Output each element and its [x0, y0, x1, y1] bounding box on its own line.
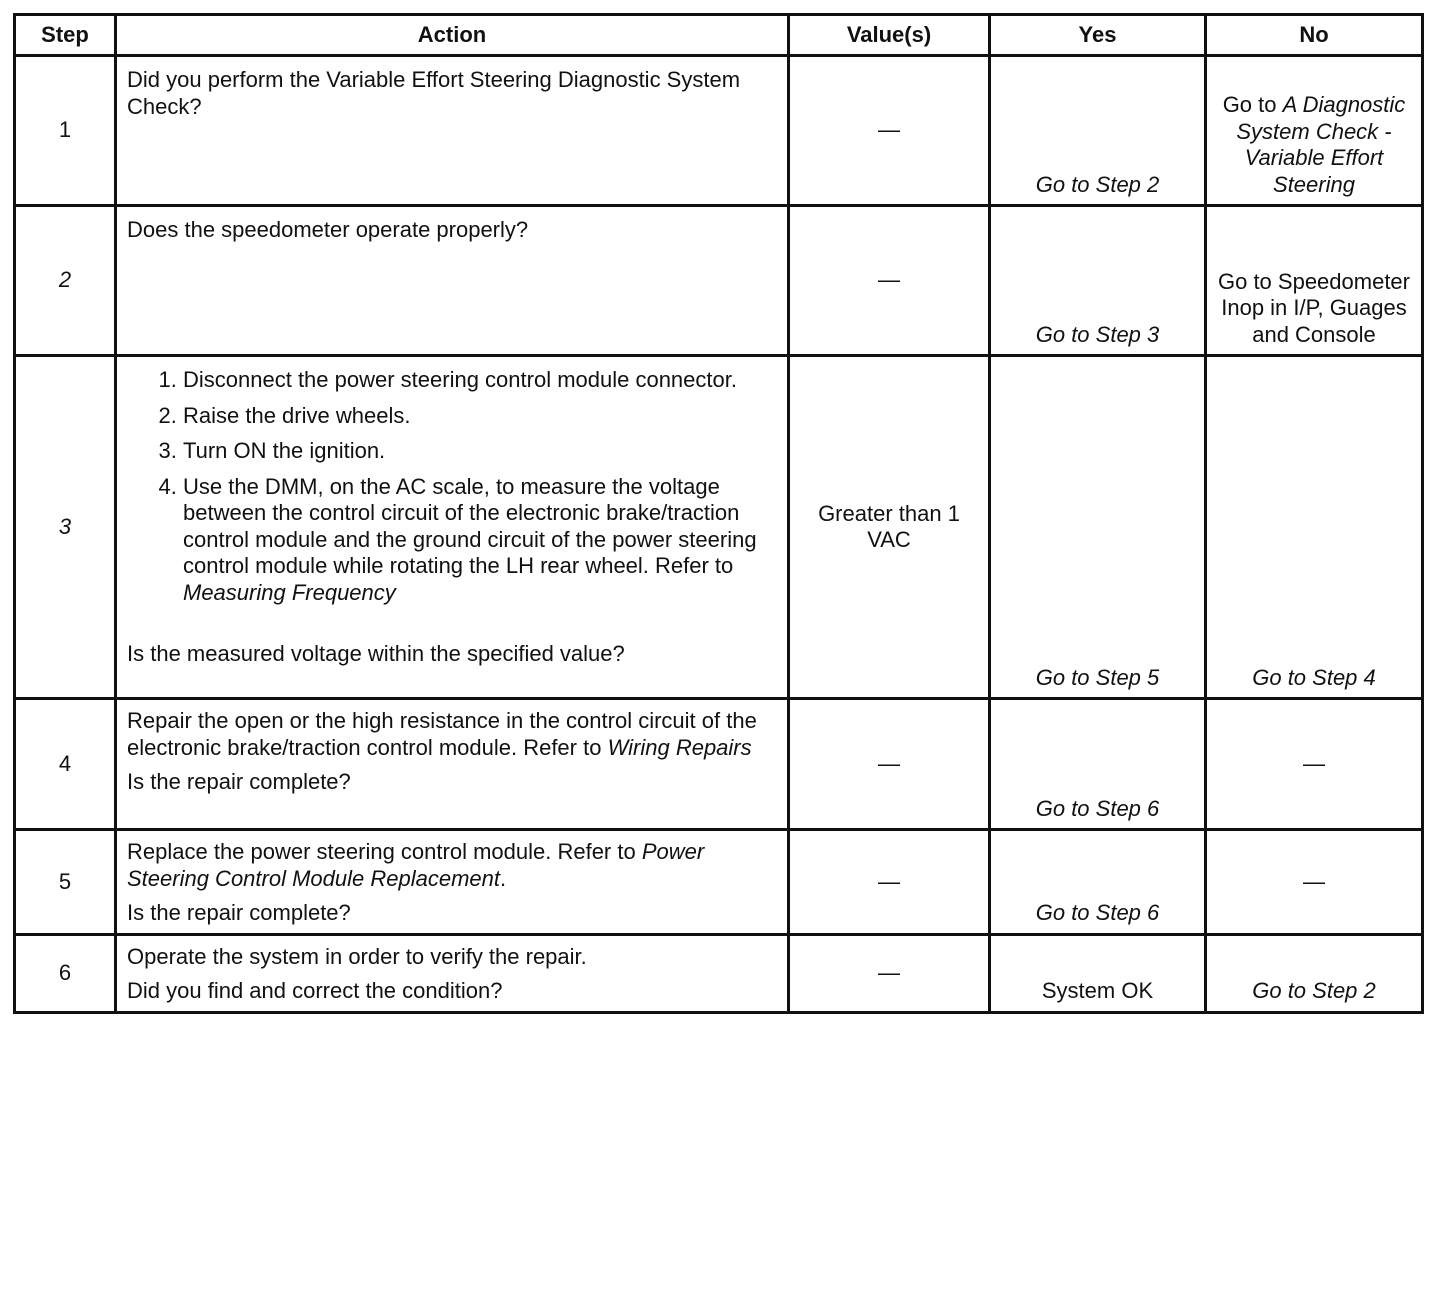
no-link[interactable]: Go to Speedometer Inop in I/P, Guages and Console	[1206, 206, 1423, 356]
wiring-repairs-link[interactable]: Wiring Repairs	[607, 734, 752, 760]
no-link[interactable]: A Diagnostic System Check - Variable Effort Steering	[1236, 92, 1406, 197]
table-row-step-4	[15, 699, 1423, 830]
step-number: 6	[15, 934, 116, 1012]
question-text: Is the repair complete?	[127, 769, 351, 794]
yes-link[interactable]: Go to Step 6	[990, 699, 1206, 830]
step-number: 5	[15, 830, 116, 935]
action-cell	[116, 934, 789, 1012]
value-text: Greater than 1 VAC	[789, 356, 990, 699]
measuring-frequency-link[interactable]: Measuring Frequency	[183, 579, 396, 605]
action-text: Operate the system in order to verify the repair.	[127, 943, 587, 969]
action-cell	[116, 356, 789, 699]
action-end: .	[499, 865, 507, 891]
no-dash: —	[1206, 830, 1423, 935]
yes-result: System OK	[990, 934, 1206, 1012]
substep-4-text: Use the DMM, on the AC scale, to measure the voltage between the control circuit of the electronic brake/traction control module and the ground circuit of the power steering control module while rotating the LH rear wheel. Refer to	[183, 473, 757, 578]
header-action: Action	[116, 15, 789, 56]
action-text: Does the speedometer operate properly?	[116, 206, 789, 356]
no-dash: —	[1206, 699, 1423, 830]
no-cell[interactable]	[1206, 56, 1423, 206]
substep-3: 3. Turn ON the ignition.	[183, 438, 777, 465]
action-main: Repair the open or the high resistance in the control circuit of the electronic brake/traction control module. Refer to	[127, 708, 757, 760]
header-values: Value(s)	[789, 15, 990, 56]
question-text: Did you find and correct the condition?	[127, 978, 503, 1003]
step-number: 1	[15, 56, 116, 206]
value-dash: —	[789, 934, 990, 1012]
action-text	[127, 839, 777, 892]
no-link[interactable]: Go to Step 2	[1206, 934, 1423, 1012]
action-text: Did you perform the Variable Effort Steering Diagnostic System Check?	[116, 56, 789, 206]
action-cell	[116, 830, 789, 935]
yes-link[interactable]: Go to Step 3	[990, 206, 1206, 356]
value-dash: —	[789, 699, 990, 830]
yes-link[interactable]: Go to Step 6	[990, 830, 1206, 935]
value-dash: —	[789, 830, 990, 935]
no-link[interactable]: Go to Step 4	[1206, 356, 1423, 699]
substep-4	[183, 474, 777, 607]
table-row-step-1	[15, 56, 1423, 206]
table-row-step-3	[15, 356, 1423, 699]
step-number: 2	[15, 206, 116, 356]
module-replacement-link[interactable]: Power Steering Control Module Replacement	[127, 839, 705, 891]
value-dash: —	[789, 56, 990, 206]
step-number: 4	[15, 699, 116, 830]
substep-2: 2. Raise the drive wheels.	[183, 403, 777, 430]
yes-link[interactable]: Go to Step 2	[990, 56, 1206, 206]
header-yes: Yes	[990, 15, 1206, 56]
substep-1: 1. Disconnect the power steering control module connector.	[183, 367, 777, 394]
substep-list	[127, 367, 777, 606]
action-main: Replace the power steering control module. Refer to	[127, 839, 642, 864]
header-no: No	[1206, 15, 1423, 56]
value-dash: —	[789, 206, 990, 356]
table-row-step-2	[15, 206, 1423, 356]
diagnostic-table	[13, 13, 1424, 1014]
header-step: Step	[15, 15, 116, 56]
header-row	[15, 15, 1423, 56]
table-row-step-6	[15, 934, 1423, 1012]
table-row-step-5	[15, 830, 1423, 935]
no-prefix: Go to	[1222, 92, 1283, 117]
question-text: Is the measured voltage within the specified value?	[127, 641, 625, 666]
question-text: Is the repair complete?	[127, 900, 351, 925]
action-text	[127, 708, 777, 761]
action-cell	[116, 699, 789, 830]
step-number: 3	[15, 356, 116, 699]
yes-link[interactable]: Go to Step 5	[990, 356, 1206, 699]
